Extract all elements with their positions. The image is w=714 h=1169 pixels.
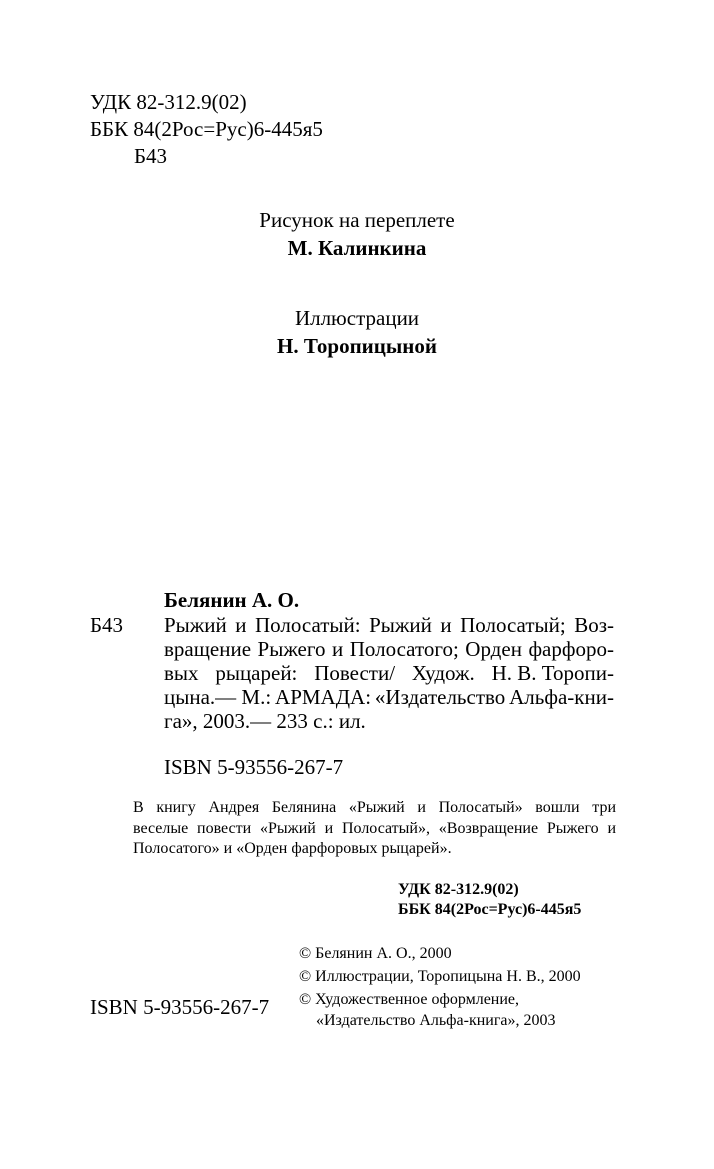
annotation-line bbox=[133, 799, 616, 817]
annotation-last-line: Полосатого» и «Орден фарфоровых рыцарей». bbox=[133, 840, 452, 857]
footer-isbn: ISBN 5-93556-267-7 bbox=[90, 995, 270, 1019]
catalog-description-word: Полосатого; bbox=[349, 637, 459, 661]
footer-udk-code: УДК 82-312.9(02) bbox=[398, 881, 519, 898]
catalog-description-word: Худож. bbox=[411, 661, 475, 685]
annotation-word: «Рыжий bbox=[259, 820, 316, 837]
catalog-description-word: Н. В. Торопи- bbox=[491, 661, 614, 685]
catalog-description-word: Орден bbox=[465, 637, 522, 661]
catalog-description-line bbox=[164, 613, 614, 638]
annotation-word: книгу bbox=[156, 799, 196, 816]
annotation-word: Полосатый» bbox=[438, 799, 523, 816]
udk-code: УДК 82-312.9(02) bbox=[90, 90, 247, 114]
annotation-word: Андрея bbox=[208, 799, 260, 816]
annotation-word: «Возвращение bbox=[438, 820, 539, 837]
catalog-description-word: Рыжий bbox=[164, 613, 227, 637]
catalog-description-word: и bbox=[440, 613, 452, 637]
catalog-description-word: АРМАДА: bbox=[275, 685, 372, 709]
catalog-description-word: Воз- bbox=[574, 613, 614, 637]
illustrations-label: Иллюстрации bbox=[294, 306, 420, 330]
annotation-word: В bbox=[133, 799, 144, 816]
catalog-description-word: Рыжего bbox=[257, 637, 326, 661]
illustrator: Н. Торопицыной bbox=[277, 334, 437, 358]
cover-artist: М. Калинкина bbox=[287, 236, 427, 260]
annotation-word: веселые bbox=[133, 820, 189, 837]
copyright-author: © Белянин А. О., 2000 bbox=[299, 945, 452, 962]
cover-label: Рисунок на переплете bbox=[259, 208, 455, 232]
catalog-description-word: вых bbox=[164, 661, 199, 685]
annotation-word: и bbox=[324, 820, 334, 837]
annotation-word: и bbox=[607, 820, 616, 837]
annotation-word: «Рыжий bbox=[348, 799, 405, 816]
catalog-description-word: фарфоро- bbox=[528, 637, 614, 661]
footer-bbk-code: ББК 84(2Рос=Рус)6-445я5 bbox=[398, 901, 582, 918]
catalog-description-word: Рыжий bbox=[369, 613, 432, 637]
author-mark: Б43 bbox=[134, 144, 168, 168]
copyright-illustrations: © Иллюстрации, Торопицына Н. В., 2000 bbox=[299, 968, 581, 985]
copyright-publisher: «Издательство Альфа-книга», 2003 bbox=[316, 1012, 556, 1029]
catalog-description-word: рыцарей: bbox=[215, 661, 298, 685]
annotation-line bbox=[133, 820, 616, 838]
catalog-description-word: Полосатый: bbox=[255, 613, 361, 637]
catalog-description-line bbox=[164, 661, 614, 686]
catalog-description-line bbox=[164, 685, 614, 710]
annotation-word: Полосатый», bbox=[341, 820, 430, 837]
catalog-isbn: ISBN 5-93556-267-7 bbox=[164, 755, 344, 779]
annotation-word: три bbox=[592, 799, 616, 816]
catalog-description-word: Полосатый; bbox=[460, 613, 566, 637]
annotation-word: Рыжего bbox=[546, 820, 599, 837]
catalog-description-word: Альфа-кни- bbox=[509, 685, 614, 709]
catalog-description-word: и bbox=[235, 613, 247, 637]
annotation-word: вошли bbox=[535, 799, 580, 816]
catalog-description-line bbox=[164, 637, 614, 662]
catalog-author: Белянин А. О. bbox=[164, 588, 300, 612]
catalog-description-last-line: га», 2003.— 233 с.: ил. bbox=[164, 709, 366, 733]
catalog-description-word: Повести/ bbox=[314, 661, 396, 685]
catalog-description-word: цына.— М.: bbox=[164, 685, 272, 709]
catalog-description-word: «Издательство bbox=[374, 685, 506, 709]
catalog-description-word: вращение bbox=[164, 637, 252, 661]
catalog-description-word: и bbox=[331, 637, 344, 661]
copyright-design: © Художественное оформление, bbox=[299, 991, 520, 1008]
bbk-code: ББК 84(2Рос=Рус)6-445я5 bbox=[90, 117, 323, 141]
annotation-word: и bbox=[417, 799, 426, 816]
annotation-word: повести bbox=[197, 820, 252, 837]
catalog-mark: Б43 bbox=[90, 613, 124, 637]
annotation-word: Белянина bbox=[271, 799, 337, 816]
